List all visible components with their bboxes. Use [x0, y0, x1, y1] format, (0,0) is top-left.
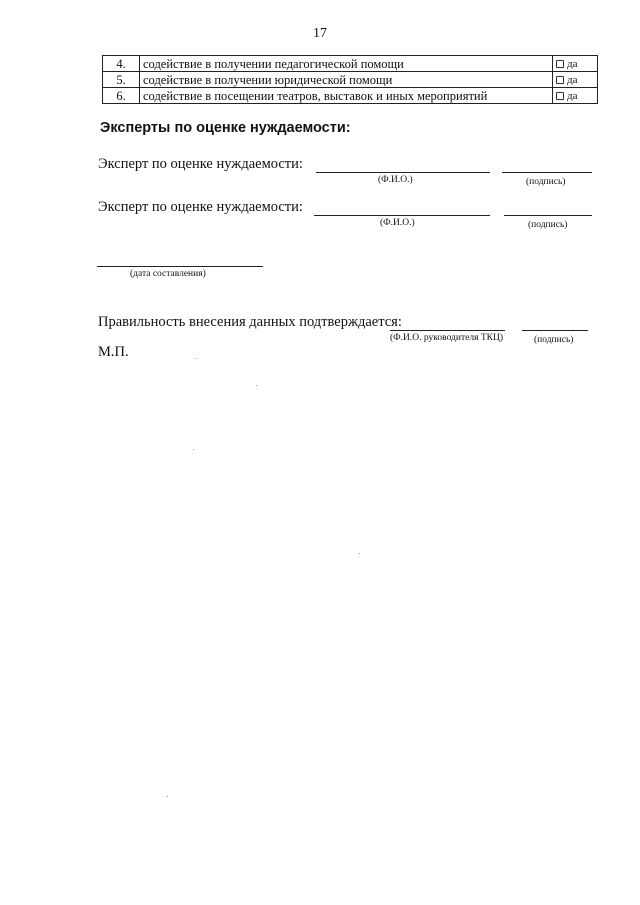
expert-2-fio-line[interactable]: [314, 215, 490, 216]
confirmation-sign-line[interactable]: [522, 330, 588, 331]
service-text: содействие в получении юридической помощи: [140, 72, 553, 88]
option-cell: [553, 72, 598, 88]
row-number: 4.: [103, 56, 140, 72]
date-caption: (дата составления): [130, 269, 206, 279]
services-table: [102, 55, 598, 104]
expert-1-fio-caption: (Ф.И.О.): [378, 175, 413, 185]
option-label: да: [567, 74, 578, 86]
expert-2-sign-caption: (подпись): [528, 220, 568, 230]
row-number: 5.: [103, 72, 140, 88]
expert-1-label: Эксперт по оценке нуждаемости:: [98, 156, 303, 172]
option-cell: [553, 88, 598, 104]
scan-speck: [359, 553, 360, 554]
checkbox-icon[interactable]: [556, 92, 564, 100]
table-row: [103, 88, 598, 104]
expert-1-sign-line[interactable]: [502, 172, 592, 173]
confirmation-sign-caption: (подпись): [534, 335, 574, 345]
scan-speck: [167, 796, 168, 797]
scan-speck: [193, 449, 194, 450]
expert-2-fio-caption: (Ф.И.О.): [380, 218, 415, 228]
option-cell: [553, 56, 598, 72]
confirmation-fio-line[interactable]: [390, 330, 505, 331]
expert-1-fio-line[interactable]: [316, 172, 490, 173]
date-line[interactable]: [97, 266, 263, 267]
scan-speck: [256, 385, 257, 386]
experts-heading: Эксперты по оценке нуждаемости:: [100, 120, 351, 136]
confirmation-fio-caption: (Ф.И.О. руководителя ТКЦ): [390, 333, 503, 343]
stamp-label: М.П.: [98, 344, 129, 360]
checkbox-icon[interactable]: [556, 76, 564, 84]
scan-speck: [196, 358, 197, 359]
row-number: 6.: [103, 88, 140, 104]
page-number: 17: [313, 26, 327, 41]
checkbox-icon[interactable]: [556, 60, 564, 68]
table-row: [103, 72, 598, 88]
table-row: [103, 56, 598, 72]
service-text: содействие в получении педагогической помощи: [140, 56, 553, 72]
expert-2-sign-line[interactable]: [504, 215, 592, 216]
service-text: содействие в посещении театров, выставок и иных мероприятий: [140, 88, 553, 104]
expert-2-label: Эксперт по оценке нуждаемости:: [98, 199, 303, 215]
option-label: да: [567, 58, 578, 70]
expert-1-sign-caption: (подпись): [526, 177, 566, 187]
option-label: да: [567, 90, 578, 102]
confirmation-label: Правильность внесения данных подтверждается:: [98, 314, 402, 330]
